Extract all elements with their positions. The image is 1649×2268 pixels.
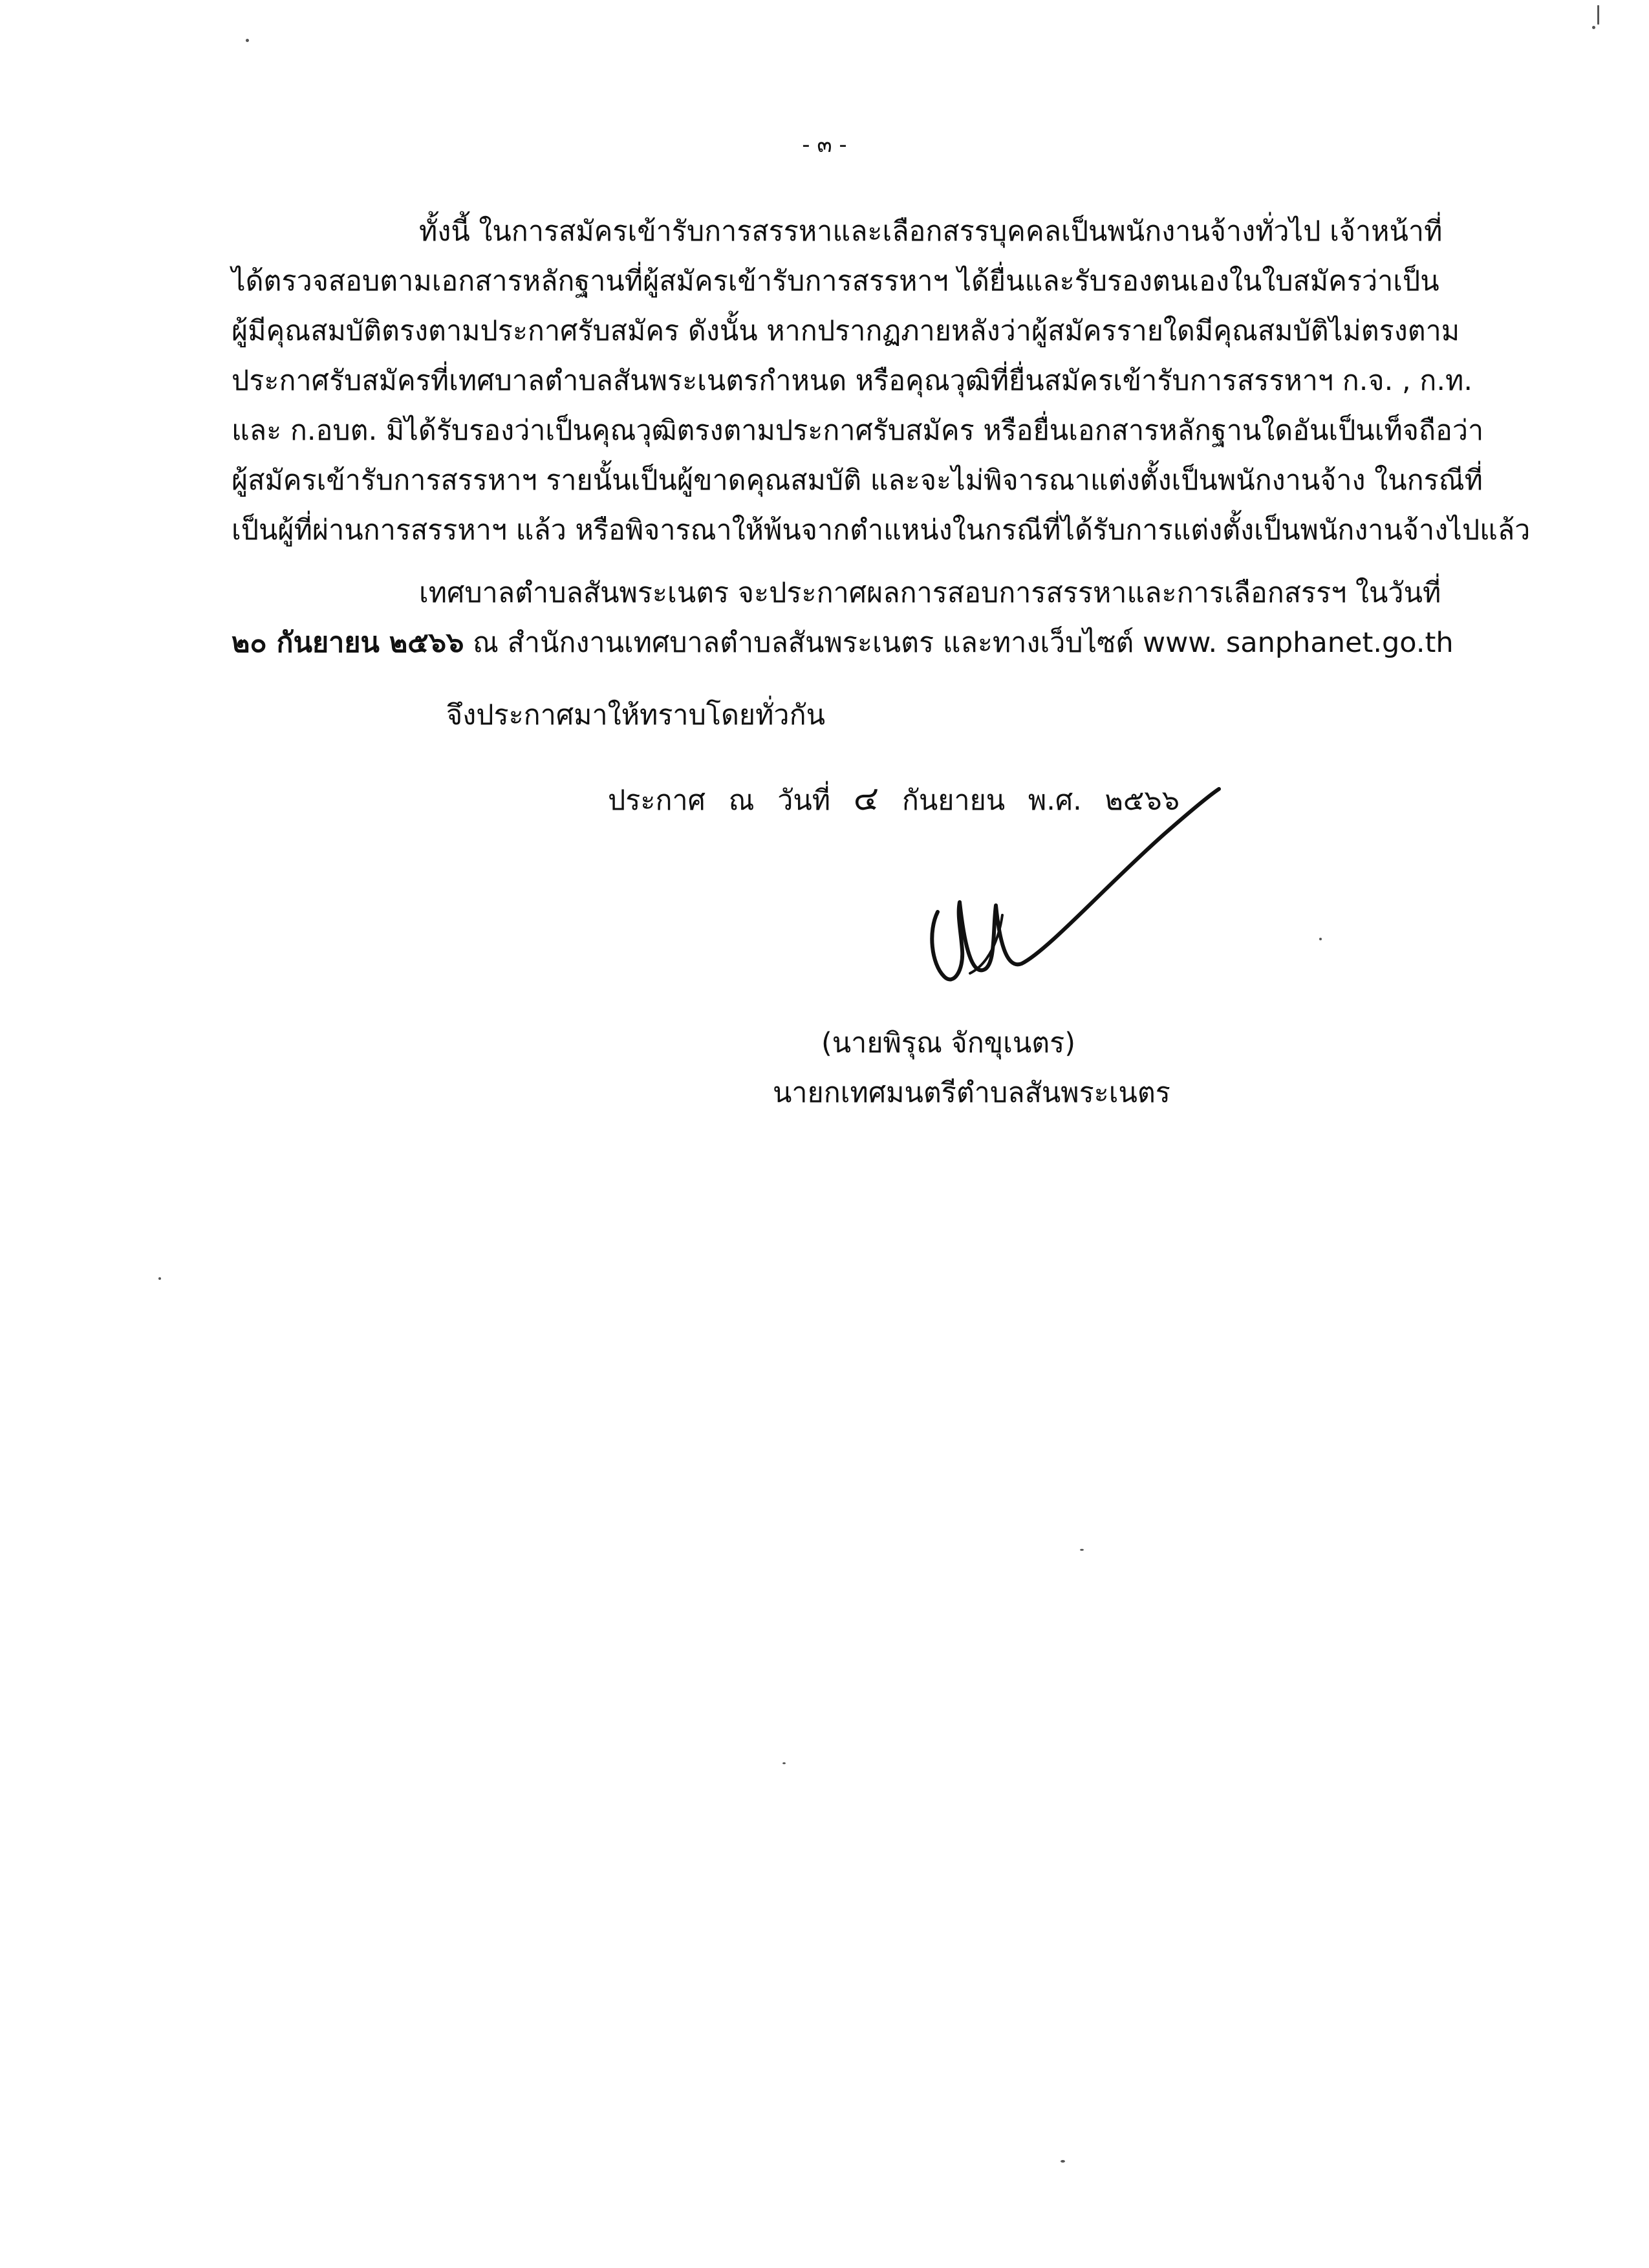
paragraph-line: ประกาศรับสมัครที่เทศบาลตำบลสันพระเนตรกำหนด หรือคุณวุฒิที่ยื่นสมัครเข้ารับการสรรหาฯ ก.จ. , ก.ท. xyxy=(232,365,1473,397)
paragraph-line xyxy=(232,618,1454,668)
paragraph-line: ทั้งนี้ ในการสมัครเข้ารับการสรรหาและเลือกสรรบุคคลเป็นพนักงานจ้างทั่วไป เจ้าหน้าที่ xyxy=(419,215,1443,248)
paragraph-results-announcement xyxy=(232,568,1454,668)
scan-speck xyxy=(1080,1549,1084,1551)
date-day-label: วันที่ xyxy=(777,784,831,817)
scan-speck xyxy=(782,1762,786,1764)
date-era: พ.ศ. xyxy=(1028,784,1082,817)
scan-speck xyxy=(1319,938,1322,940)
scan-speck xyxy=(158,1277,161,1280)
results-date: ๒๐ กันยายน ๒๕๖๖ xyxy=(232,627,464,659)
scan-speck xyxy=(1061,2160,1065,2163)
signer-title: นายกเทศมนตรีตำบลสันพระเนตร xyxy=(773,1077,1170,1109)
paragraph-verification-notice xyxy=(232,207,1531,556)
paragraph-line: เทศบาลตำบลสันพระเนตร จะประกาศผลการสอบการสรรหาและการเลือกสรรฯ ในวันที่ xyxy=(419,577,1441,609)
closing-statement: จึงประกาศมาให้ทราบโดยทั่วกัน xyxy=(446,699,826,731)
scan-speck xyxy=(246,39,249,42)
date-prefix: ประกาศ xyxy=(608,784,706,817)
date-at: ณ xyxy=(728,784,755,817)
results-location: ณ สำนักงานเทศบาลตำบลสันพระเนตร และทางเว็บไซต์ www. sanphanet.go.th xyxy=(464,627,1454,659)
date-day: ๔ xyxy=(853,779,879,818)
paragraph-line: ผู้สมัครเข้ารับการสรรหาฯ รายนั้นเป็นผู้ขาดคุณสมบัติ และจะไม่พิจารณาแต่งตั้งเป็นพนักงานจ้าง ในกรณีที่ xyxy=(232,464,1483,497)
signer-name: (นายพิรุณ จักขุเนตร) xyxy=(821,1027,1076,1059)
page-number: - ๓ - xyxy=(802,132,847,158)
paragraph-line: ผู้มีคุณสมบัติตรงตามประกาศรับสมัคร ดังนั้น หากปรากฏภายหลังว่าผู้สมัครรายใดมีคุณสมบัติไม่ตรงตาม xyxy=(232,315,1460,347)
scan-speck xyxy=(1592,26,1595,29)
scan-speck xyxy=(1597,5,1599,25)
date-year: ๒๕๖๖ xyxy=(1105,784,1180,817)
paragraph-line: ได้ตรวจสอบตามเอกสารหลักฐานที่ผู้สมัครเข้ารับการสรรหาฯ ได้ยื่นและรับรองตนเองในใบสมัครว่าเป็น xyxy=(232,265,1439,297)
handwritten-signature xyxy=(892,776,1242,1009)
date-month: กันยายน xyxy=(901,784,1006,817)
paragraph-line: เป็นผู้ที่ผ่านการสรรหาฯ แล้ว หรือพิจารณาให้พ้นจากตำแหน่งในกรณีที่ได้รับการแต่งตั้งเป็นพนักงานจ้างไปแล้ว xyxy=(232,514,1531,546)
paragraph-line: และ ก.อบต. มิได้รับรองว่าเป็นคุณวุฒิตรงตามประกาศรับสมัคร หรือยื่นเอกสารหลักฐานใดอันเป็นเท็จถือว่า xyxy=(232,415,1484,447)
